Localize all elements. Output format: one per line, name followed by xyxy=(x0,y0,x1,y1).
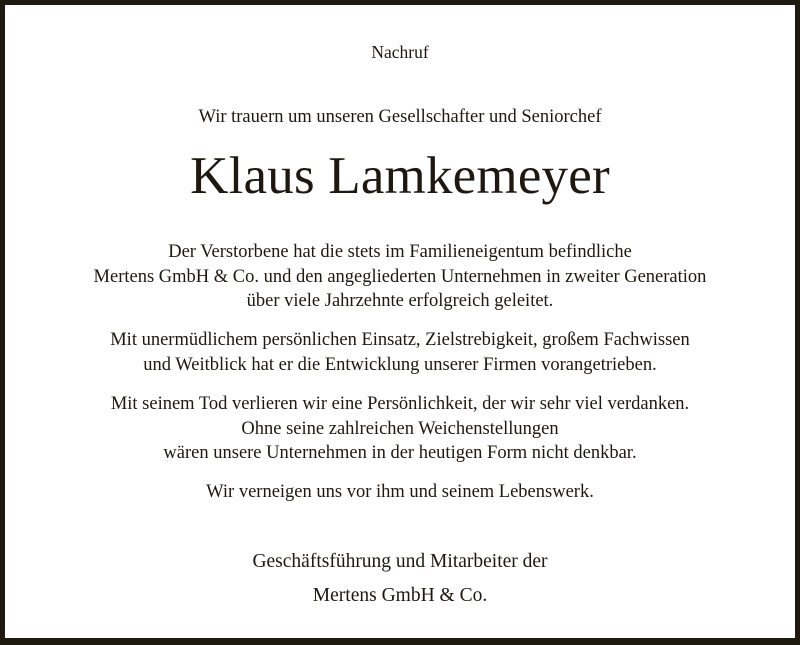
paragraph-line: Ohne seine zahlreichen Weichenstellungen xyxy=(241,418,559,439)
signature-company: Mertens GmbH & Co. xyxy=(312,585,488,606)
paragraph-loss xyxy=(5,392,795,466)
paragraph-career xyxy=(5,240,795,314)
paragraph-line: Wir verneigen uns vor ihm und seinem Lebenswerk. xyxy=(206,482,594,502)
signature-line: Geschäftsführung und Mitarbeiter der xyxy=(252,551,548,572)
paragraph-line: über viele Jahrzehnte erfolgreich geleitet. xyxy=(246,291,554,311)
deceased-name: Klaus Lamkemeyer xyxy=(190,147,610,205)
paragraph-line: Mit unermüdlichem persönlichen Einsatz, Zielstrebigkeit, großem Fachwissen xyxy=(110,330,690,350)
paragraph-line: Der Verstorbene hat die stets im Familieneigentum befindliche xyxy=(168,242,632,262)
notice-type-label: Nachruf xyxy=(371,42,429,62)
paragraph-line: wären unsere Unternehmen in der heutigen Form nicht denkbar. xyxy=(163,443,637,463)
paragraph-line: Mertens GmbH & Co. und den angegliederten Unternehmen in zweiter Generation xyxy=(93,266,707,287)
intro-line: Wir trauern um unseren Gesellschafter und Seniorchef xyxy=(198,107,602,127)
paragraph-line: Mit seinem Tod verlieren wir eine Persönlichkeit, der wir sehr viel verdanken. xyxy=(110,394,690,414)
paragraph-line: und Weitblick hat er die Entwicklung unserer Firmen vorangetrieben. xyxy=(143,354,657,375)
signature-block xyxy=(5,545,795,613)
paragraph-commitment xyxy=(5,328,795,377)
paragraph-tribute xyxy=(5,480,795,505)
